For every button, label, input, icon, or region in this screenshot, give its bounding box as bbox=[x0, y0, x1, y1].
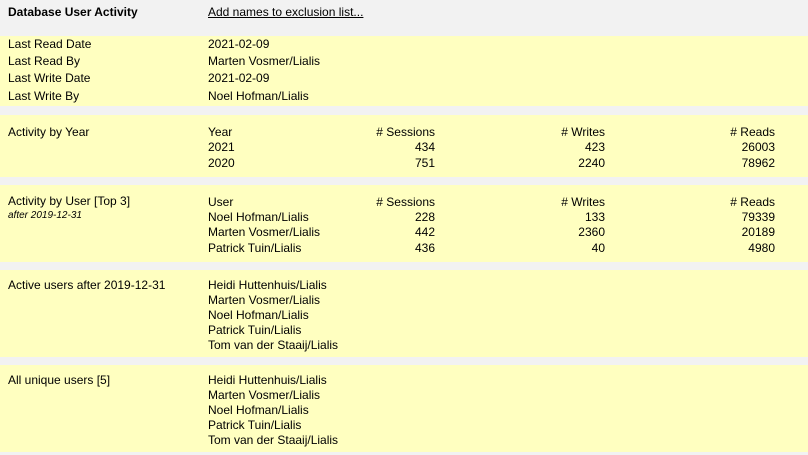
user-row-name: Patrick Tuin/Lialis bbox=[208, 241, 302, 255]
writes-column-header: # Writes bbox=[561, 125, 605, 139]
last-write-by-value: Noel Hofman/Lialis bbox=[208, 89, 309, 103]
last-read-date-value: 2021-02-09 bbox=[208, 37, 270, 51]
user-row-reads: 4980 bbox=[748, 241, 775, 255]
user-column-header: User bbox=[208, 195, 234, 209]
last-write-by-label: Last Write By bbox=[8, 89, 80, 103]
user-row-sessions: 228 bbox=[414, 210, 435, 224]
user-row-reads: 79339 bbox=[741, 210, 775, 224]
user-row-reads: 20189 bbox=[741, 225, 775, 239]
page-title: Database User Activity bbox=[8, 5, 138, 19]
year-column-header: Year bbox=[208, 125, 233, 139]
unique-user-item: Patrick Tuin/Lialis bbox=[208, 418, 302, 432]
user-row-name: Noel Hofman/Lialis bbox=[208, 210, 309, 224]
writes-column-header: # Writes bbox=[561, 195, 605, 209]
active-user-item: Tom van der Staaij/Lialis bbox=[208, 338, 339, 352]
active-user-item: Heidi Huttenhuis/Lialis bbox=[208, 278, 327, 292]
active-user-item: Noel Hofman/Lialis bbox=[208, 308, 309, 322]
user-row-writes: 2360 bbox=[578, 225, 605, 239]
summary-section bbox=[0, 36, 808, 106]
user-row-writes: 40 bbox=[591, 241, 605, 255]
year-row-sessions: 751 bbox=[414, 156, 435, 170]
sessions-column-header: # Sessions bbox=[376, 195, 435, 209]
unique-users-label: All unique users [5] bbox=[8, 373, 111, 387]
exclusion-list-link[interactable]: Add names to exclusion list... bbox=[208, 5, 364, 19]
reads-column-header: # Reads bbox=[730, 125, 775, 139]
activity-by-user-label: Activity by User [Top 3] bbox=[8, 194, 131, 208]
active-users-section bbox=[0, 270, 808, 357]
last-read-by-label: Last Read By bbox=[8, 54, 81, 68]
unique-user-item: Heidi Huttenhuis/Lialis bbox=[208, 373, 327, 387]
year-row-writes: 423 bbox=[584, 140, 605, 154]
active-user-item: Patrick Tuin/Lialis bbox=[208, 323, 302, 337]
activity-by-user-sublabel: after 2019-12-31 bbox=[8, 210, 82, 221]
user-row-sessions: 442 bbox=[414, 225, 435, 239]
active-user-item: Marten Vosmer/Lialis bbox=[208, 293, 321, 307]
activity-by-year-label: Activity by Year bbox=[8, 125, 90, 139]
reads-column-header: # Reads bbox=[730, 195, 775, 209]
activity-by-user-section bbox=[0, 185, 808, 262]
activity-by-year-section bbox=[0, 115, 808, 177]
last-write-date-value: 2021-02-09 bbox=[208, 71, 270, 85]
user-row-name: Marten Vosmer/Lialis bbox=[208, 225, 321, 239]
sessions-column-header: # Sessions bbox=[376, 125, 435, 139]
unique-user-item: Noel Hofman/Lialis bbox=[208, 403, 309, 417]
unique-user-item: Tom van der Staaij/Lialis bbox=[208, 433, 339, 447]
year-row-year: 2021 bbox=[208, 140, 235, 154]
last-read-date-label: Last Read Date bbox=[8, 37, 92, 51]
active-users-label: Active users after 2019-12-31 bbox=[8, 278, 166, 292]
year-row-reads: 78962 bbox=[741, 156, 775, 170]
header-bar bbox=[0, 0, 808, 35]
last-write-date-label: Last Write Date bbox=[8, 71, 91, 85]
unique-user-item: Marten Vosmer/Lialis bbox=[208, 388, 321, 402]
year-row-writes: 2240 bbox=[578, 156, 605, 170]
year-row-reads: 26003 bbox=[741, 140, 775, 154]
user-row-writes: 133 bbox=[584, 210, 605, 224]
year-row-sessions: 434 bbox=[414, 140, 435, 154]
last-read-by-value: Marten Vosmer/Lialis bbox=[208, 54, 321, 68]
user-row-sessions: 436 bbox=[414, 241, 435, 255]
unique-users-section bbox=[0, 365, 808, 452]
year-row-year: 2020 bbox=[208, 156, 235, 170]
